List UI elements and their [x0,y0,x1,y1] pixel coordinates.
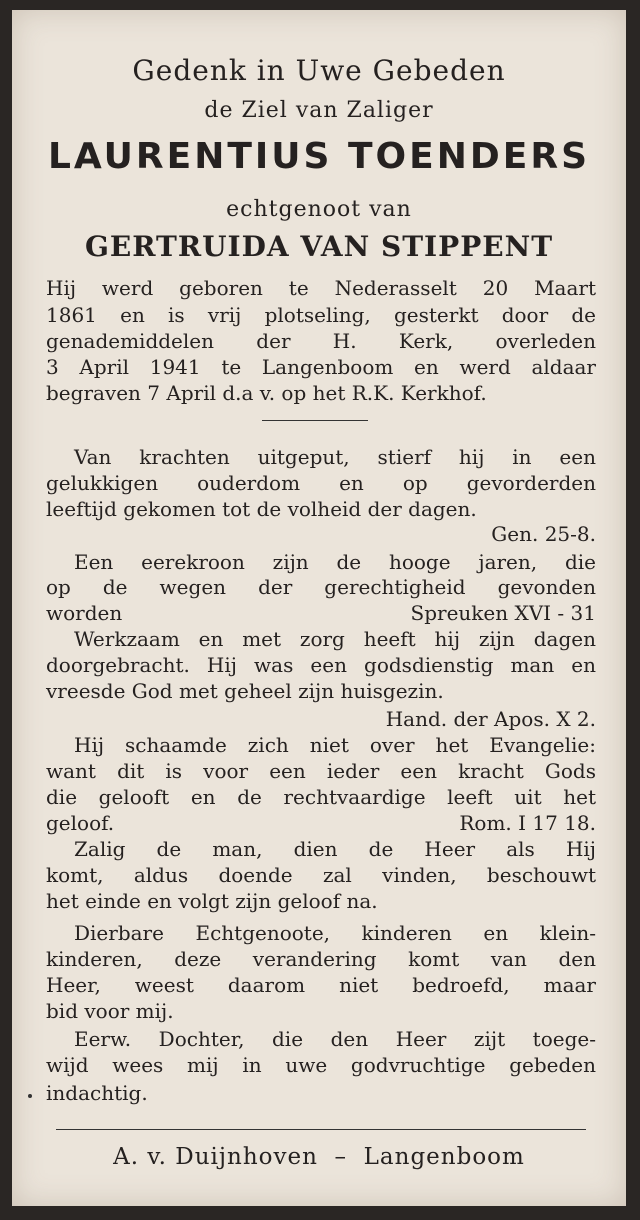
verse-line: leeftijd gekomen tot de volheid der dagen. [46,497,477,521]
memorial-card [12,10,626,1206]
verse-line: bid voor mij. [46,999,174,1023]
verse-line: Heer, weest daarom niet bedroefd, maar [46,973,596,997]
verse-reference: Gen. 25-8. [491,522,596,546]
heading-ziel: de Ziel van Zaliger [204,98,434,123]
verse-reference: Hand. der Apos. X 2. [385,707,596,731]
heading-echtgenoot: echtgenoot van [226,197,412,222]
spouse-name: GERTRUIDA VAN STIPPENT [84,230,554,263]
verse-reference: Spreuken XVI - 31 [410,601,596,625]
verse-line: kinderen, deze verandering komt van den [46,947,596,971]
deceased-name: LAURENTIUS TOENDERS [47,136,590,177]
verse-line: geloof. [46,811,115,835]
bio-line: Hij werd geboren te Nederasselt 20 Maart [46,276,596,300]
bio-line: genademiddelen der H. Kerk, overleden [46,329,596,353]
verse-line: komt, aldus doende zal vinden, beschouwt [46,863,596,887]
footer-separator: – [334,1144,348,1170]
bio-line: 3 April 1941 te Langenboom en werd aldaar [46,355,596,379]
footer-divider [56,1129,586,1130]
ink-dot [28,1094,32,1098]
verse-line: wijd wees mij in uwe godvruchtige gebeden [46,1053,596,1077]
verse-line: Hij schaamde zich niet over het Evangelie: [74,733,596,757]
printer-name: A. v. Duijnhoven [113,1144,318,1170]
verse-line: worden [46,601,123,625]
verse-line: vreesde God met geheel zijn huisgezin. [46,679,444,703]
verse-line: want dit is voor een ieder een kracht Gods [46,759,596,783]
verse-line: Dierbare Echtgenoote, kinderen en klein- [74,921,596,945]
verse-line: op de wegen der gerechtigheid gevonden [46,575,596,599]
heading-gedenk: Gedenk in Uwe Gebeden [132,54,506,87]
printer-line [12,1144,626,1170]
verse-line: Zalig de man, dien de Heer als Hij [74,837,596,861]
bio-line: begraven 7 April d.a v. op het R.K. Kerkhof. [46,381,487,405]
verse-line: doorgebracht. Hij was een godsdienstig man en [46,653,596,677]
verse-line: die gelooft en de rechtvaardige leeft uit het [46,785,596,809]
verse-line: het einde en volgt zijn geloof na. [46,889,378,913]
verse-line: Werkzaam en met zorg heeft hij zijn dagen [74,627,596,651]
printer-place: Langenboom [363,1144,525,1170]
verse-reference: Rom. I 17 18. [459,811,596,835]
divider-short [262,420,368,421]
verse-line: indachtig. [46,1081,148,1105]
verse-line: Van krachten uitgeput, stierf hij in een [74,445,596,469]
verse-line: Eerw. Dochter, die den Heer zijt toege- [74,1027,596,1051]
verse-line: gelukkigen ouderdom en op gevorderden [46,471,596,495]
bio-line: 1861 en is vrij plotseling, gesterkt door de [46,303,596,327]
verse-line: Een eerekroon zijn de hooge jaren, die [74,550,596,574]
